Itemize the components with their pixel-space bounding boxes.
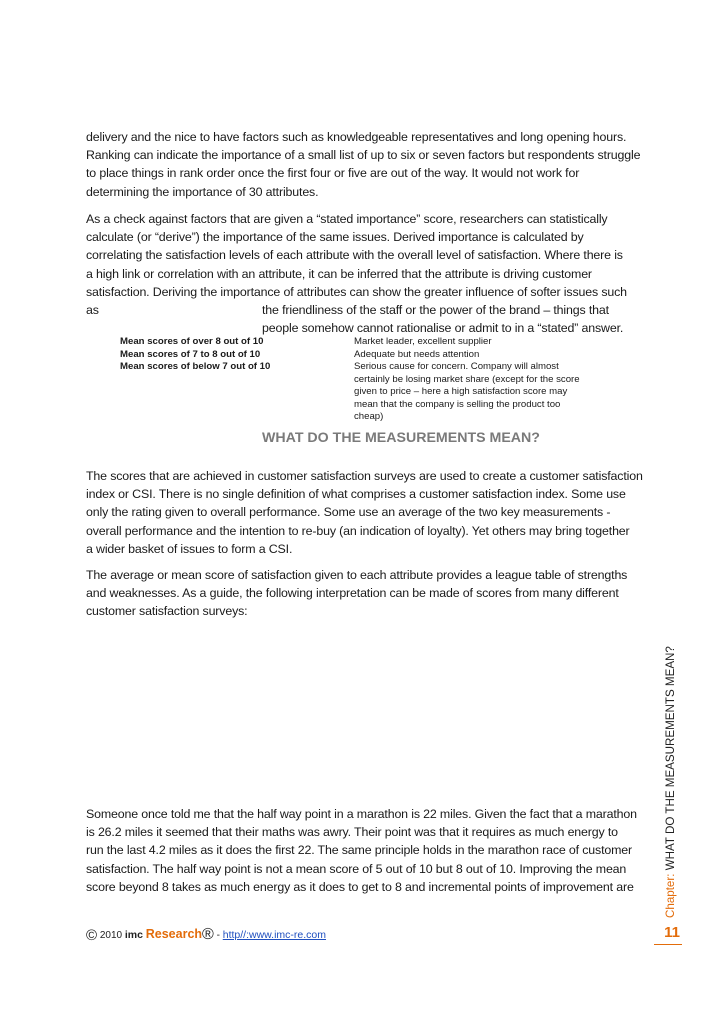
page-number: 11 — [664, 924, 680, 941]
text-line: only the rating given to overall performance. Some use an average of the two key measurements - — [86, 505, 611, 520]
text-line: to place things in rank order once the first four or five are out of the way. It would not work for — [86, 166, 580, 181]
text-line: score beyond 8 takes as much energy as it does to get to 8 and incremental points of improvement are — [86, 879, 634, 894]
section-heading: WHAT DO THE MEASUREMENTS MEAN? — [262, 430, 540, 446]
chapter-prefix: Chapter: — [664, 870, 677, 918]
paragraph-derived-importance — [86, 210, 646, 301]
paragraph-word-as: as — [86, 303, 99, 317]
footer-divider — [654, 944, 682, 945]
score-meaning: Serious cause for concern. Company will almost certainly be losing market share (except for the score given to price – here a high satisfaction score may mean that the company is selling the product too cheap) — [354, 361, 580, 422]
score-interpretation-table — [120, 336, 584, 424]
brand-imc: imc — [124, 929, 143, 941]
text-line: As a check against factors that are given a “stated importance” score, researchers can statistically — [86, 212, 608, 226]
score-meaning: Market leader, excellent supplier — [354, 336, 492, 347]
text-line: delivery and the nice to have factors such as knowledgeable representatives and long opening hours. — [86, 130, 627, 144]
copyright-year: 2010 — [99, 930, 123, 941]
copyright-symbol: © — [86, 927, 98, 944]
table-row — [120, 349, 584, 362]
paragraph-marathon — [86, 805, 646, 896]
text-line: satisfaction. The half way point is not a mean score of 5 out of 10 but 8 out of 10. Improving the mean — [86, 861, 627, 876]
footer-separator: - — [213, 930, 223, 941]
text-line: The scores that are achieved in customer satisfaction surveys are used to create a customer satisfaction — [86, 469, 643, 483]
text-line: The average or mean score of satisfaction given to each attribute provides a league table of strengths — [86, 568, 628, 582]
text-line: a high link or correlation with an attribute, it can be inferred that the attribute is driving customer — [86, 266, 592, 281]
text-line: the friendliness of the staff or the power of the brand – things that — [262, 303, 609, 317]
brand-research: Research — [145, 927, 203, 941]
text-line: run the last 4.2 miles as it does the first 22. The same principle holds in the marathon race of customer — [86, 843, 633, 858]
text-line: calculate (or “derive”) the importance of the same issues. Derived importance is calculated by — [86, 230, 584, 245]
text-line: determining the importance of 30 attributes. — [86, 184, 319, 199]
text-line: Someone once told me that the half way point in a marathon is 22 miles. Given the fact that a marathon — [86, 807, 637, 821]
text-line: Ranking can indicate the importance of a small list of up to six or seven factors but respondents struggle — [86, 148, 641, 163]
page-footer — [86, 926, 326, 944]
score-range-label: Mean scores of below 7 out of 10 — [120, 361, 271, 372]
text-line: index or CSI. There is no single definition of what comprises a customer satisfaction index. Some use — [86, 487, 626, 502]
chapter-side-label — [664, 646, 677, 918]
text-line: a wider basket of issues to form a CSI. — [86, 541, 293, 556]
score-range-label: Mean scores of over 8 out of 10 — [120, 336, 264, 347]
table-row — [120, 336, 584, 349]
text-line: correlating the satisfaction levels of each attribute with the overall level of satisfaction. Where there is — [86, 248, 623, 263]
table-row — [120, 361, 584, 424]
text-line: is 26.2 miles it seemed that their maths was awry. Their point was that it requires as much energy to — [86, 825, 618, 840]
paragraph-csi — [86, 467, 646, 558]
paragraph-derived-importance-tail — [262, 301, 623, 337]
paragraph-mean-score — [86, 566, 646, 621]
chapter-title: WHAT DO THE MEASUREMENTS MEAN? — [664, 646, 677, 871]
registered-symbol: ® — [202, 926, 214, 943]
website-link[interactable]: http//:www.imc-re.com — [222, 929, 327, 941]
paragraph-ranking — [86, 128, 646, 201]
text-line: satisfaction. Deriving the importance of attributes can show the greater influence of softer issues such — [86, 284, 627, 299]
score-meaning: Adequate but needs attention — [354, 348, 480, 360]
score-range-label: Mean scores of 7 to 8 out of 10 — [120, 348, 261, 360]
text-line: overall performance and the intention to re-buy (an indication of loyalty). Yet others may bring together — [86, 523, 630, 538]
text-line: and weaknesses. As a guide, the following interpretation can be made of scores from many different — [86, 586, 619, 601]
text-line: people somehow cannot rationalise or admit to in a “stated” answer. — [262, 321, 624, 336]
text-line: customer satisfaction surveys: — [86, 604, 248, 619]
